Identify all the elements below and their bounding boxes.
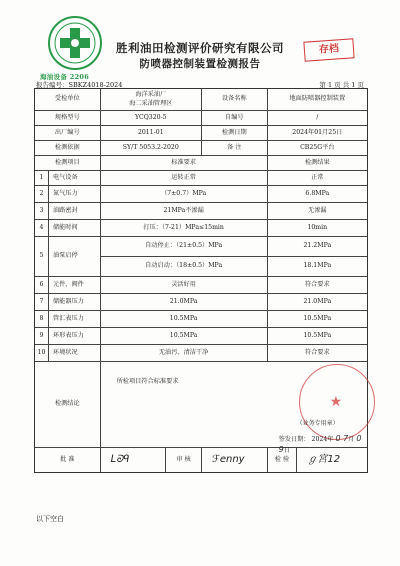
issue-date-year-unit: 年	[327, 436, 334, 443]
header-item: 检测项目	[35, 156, 101, 170]
item-no: 6	[35, 277, 49, 293]
info-value: 2011-01	[101, 126, 202, 140]
item-standard: 无油污、清洁干净	[101, 345, 268, 361]
item-name: 环形表压力	[49, 328, 101, 344]
info-key: 受检单位	[35, 89, 101, 110]
item-no: 9	[35, 328, 49, 344]
table-row	[35, 186, 367, 203]
table-row	[35, 345, 367, 362]
info-key: 备 注	[202, 141, 268, 155]
item-standard: 自动启动：（18±0.5）MPa	[145, 262, 223, 270]
issue-date-label: 签发日期：	[278, 436, 310, 443]
item-name: 油路密封	[49, 203, 101, 219]
item-no: 2	[35, 186, 49, 202]
item-standard: （7±0.7）MPa	[101, 186, 268, 202]
info-row	[35, 126, 367, 141]
conclusion-label: 检测结论	[35, 362, 101, 447]
item-result: 无渗漏	[308, 206, 327, 214]
item-standard: 10.5MPa	[101, 328, 268, 344]
info-value: YCQ320-5	[101, 111, 202, 125]
conclusion-row	[35, 362, 367, 454]
end-note: 以下空白	[36, 515, 64, 523]
item-standard: 21.0MPa	[101, 294, 268, 310]
item-result: 18.1MPa	[303, 262, 332, 270]
item-standard: 自动停止：（21±0.5）MPa	[101, 237, 267, 257]
report-table	[34, 88, 368, 473]
item-no: 4	[35, 220, 49, 236]
item-standard-group	[101, 237, 268, 276]
review-label: 审 核	[166, 448, 202, 472]
info-key: 检测日期	[202, 126, 268, 140]
seal-note: （业务专用章）	[296, 420, 339, 427]
item-name: 储能器压力	[49, 294, 101, 310]
header-result: 检测结果	[304, 158, 330, 166]
item-result-group	[268, 237, 367, 276]
item-name: 环境状况	[49, 345, 101, 361]
item-result: 21.0MPa	[303, 297, 332, 305]
report-number: 报告编号：SBKZ4018-2024	[36, 81, 123, 89]
table-row	[35, 220, 367, 237]
item-name: 氮气压力	[49, 186, 101, 202]
company-logo-icon	[46, 14, 104, 72]
item-standard: 灵活好用	[101, 277, 268, 293]
info-value: 2024年01月25日	[292, 128, 343, 136]
info-row	[35, 141, 367, 156]
items-header-row	[35, 156, 367, 171]
info-key: 规格型号	[35, 111, 101, 125]
item-standard: 运转正常	[101, 171, 268, 185]
inspect-label: 检 验	[268, 448, 298, 472]
item-standard: 10.5MPa	[101, 311, 268, 327]
item-no: 3	[35, 203, 49, 219]
info-key: 设备名称	[202, 89, 268, 110]
review-signature	[202, 448, 268, 472]
issue-date-day-unit: 日	[283, 446, 290, 454]
page-number: 第 1 页 共 1 页	[319, 81, 364, 89]
item-result: 正常	[311, 173, 324, 181]
item-result: 10.5MPa	[303, 331, 332, 339]
item-result: 符合要求	[304, 280, 330, 288]
report-title: 防喷器控制装置检测报告	[139, 58, 261, 70]
table-row	[35, 237, 367, 277]
table-row	[35, 203, 367, 220]
item-name: 管汇表压力	[49, 311, 101, 327]
info-key: 出厂编号	[35, 126, 101, 140]
conclusion-text: 所检项目符合标准要求	[116, 378, 179, 385]
info-value: SY/T 5053.2-2020	[101, 141, 202, 155]
info-key: 检测依据	[35, 141, 101, 155]
issue-date-month-unit: 月	[348, 436, 355, 443]
header-standard: 标准要求	[101, 156, 268, 170]
issue-date	[279, 434, 367, 456]
item-name: 电气设备	[49, 171, 101, 185]
info-row	[35, 89, 367, 111]
review-signature-text: ℱenny	[211, 454, 245, 466]
table-row	[35, 294, 367, 311]
item-name: 油泵启停	[49, 237, 101, 276]
item-standard: 21MPa不渗漏	[101, 203, 268, 219]
item-name: 储能时间	[49, 220, 101, 236]
issue-date-month: 0 7	[335, 434, 349, 443]
item-no: 7	[35, 294, 49, 310]
info-key: 自编号	[202, 111, 268, 125]
issue-date-day: 0 9	[278, 434, 362, 454]
business-seal-icon: ★	[299, 364, 375, 440]
item-result: 符合要求	[304, 348, 330, 356]
table-row	[35, 311, 367, 328]
approve-signature-text: ᒪᘐᑫ	[110, 454, 130, 466]
item-no: 8	[35, 311, 49, 327]
archive-stamp: 存档	[303, 38, 354, 61]
item-result: 6.8MPa	[305, 189, 330, 197]
info-value: /	[316, 113, 319, 121]
approve-label: 批 准	[35, 448, 101, 472]
table-row	[35, 171, 367, 186]
approve-signature	[101, 448, 167, 472]
item-no: 10	[35, 345, 49, 361]
info-value: CB25G平台	[300, 143, 335, 151]
item-result: 10min	[307, 223, 328, 231]
item-no: 5	[35, 237, 49, 276]
item-standard: 打压：（7-21）MPa≤15min	[101, 220, 268, 236]
table-row	[35, 277, 367, 294]
info-value: 海洋采油厂 海二采油管理区	[101, 89, 202, 110]
item-name: 元件、阀件	[49, 277, 101, 293]
item-no: 1	[35, 171, 49, 185]
info-row	[35, 111, 367, 126]
item-result: 10.5MPa	[303, 314, 332, 322]
inspect-signature-text: ℊ宮12	[307, 454, 341, 466]
info-value: 地面防喷器控制装置	[289, 95, 346, 103]
conclusion-body	[101, 362, 367, 454]
logo-caption: 海油设备 2206	[40, 73, 90, 81]
company-name: 胜利油田检测评价研究有限公司	[116, 41, 284, 55]
table-row	[35, 328, 367, 345]
issue-date-year: 2024	[311, 436, 328, 443]
item-result: 21.2MPa	[268, 237, 367, 257]
